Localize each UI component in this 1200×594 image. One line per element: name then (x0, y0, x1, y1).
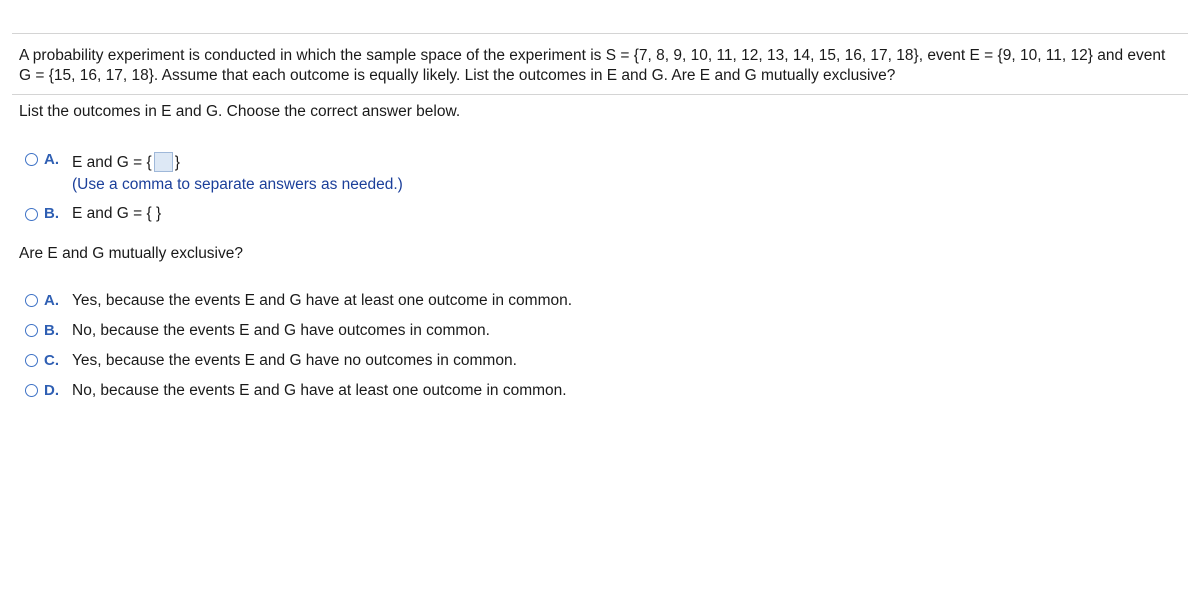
part2-choice-a-text[interactable]: Yes, because the events E and G have at least one outcome in common. (72, 292, 573, 309)
part2-choice-d-text[interactable]: No, because the events E and G have at least one outcome in common. (72, 382, 567, 399)
comma-hint: (Use a comma to separate answers as needed.) (72, 176, 403, 193)
part1-choice-a-letter: A. (44, 151, 59, 168)
part2-choice-c-letter: C. (44, 352, 59, 369)
part1-choice-b-radio[interactable] (25, 208, 38, 221)
question-text (19, 46, 1189, 86)
part2-choice-a-letter: A. (44, 292, 59, 309)
part1-choice-b-letter: B. (44, 205, 59, 222)
part2-choice-c-radio[interactable] (25, 354, 38, 367)
part2-choice-b-letter: B. (44, 322, 59, 339)
top-divider (12, 33, 1188, 34)
question-line-2: G = {15, 16, 17, 18}. Assume that each outcome is equally likely. List the outcomes in E and G. Are E and G mutually exclusive? (19, 67, 896, 84)
question-divider (12, 94, 1188, 95)
part1-choice-a-label: E and G = { (72, 154, 152, 171)
part1-choice-a-closing-brace: } (174, 154, 180, 171)
part1-instruction: List the outcomes in E and G. Choose the correct answer below. (19, 103, 461, 120)
part1-choice-a-text (72, 152, 180, 173)
outcomes-answer-input[interactable] (154, 152, 173, 172)
part2-choice-c-text[interactable]: Yes, because the events E and G have no outcomes in common. (72, 352, 517, 369)
part1-choice-a-radio[interactable] (25, 153, 38, 166)
part2-question: Are E and G mutually exclusive? (19, 245, 243, 262)
part2-choice-b-text[interactable]: No, because the events E and G have outcomes in common. (72, 322, 490, 339)
part2-choice-d-letter: D. (44, 382, 59, 399)
part2-choice-d-radio[interactable] (25, 384, 38, 397)
question-line-1: A probability experiment is conducted in which the sample space of the experiment is S = {7, 8, 9, 10, 11, 12, 13, 14, 15, 16, 17, 18}, event E = {9, 10, 11, 12} and event (19, 47, 1166, 64)
part2-choice-a-radio[interactable] (25, 294, 38, 307)
part2-choice-b-radio[interactable] (25, 324, 38, 337)
part1-choice-b-text[interactable]: E and G = { } (72, 205, 162, 222)
